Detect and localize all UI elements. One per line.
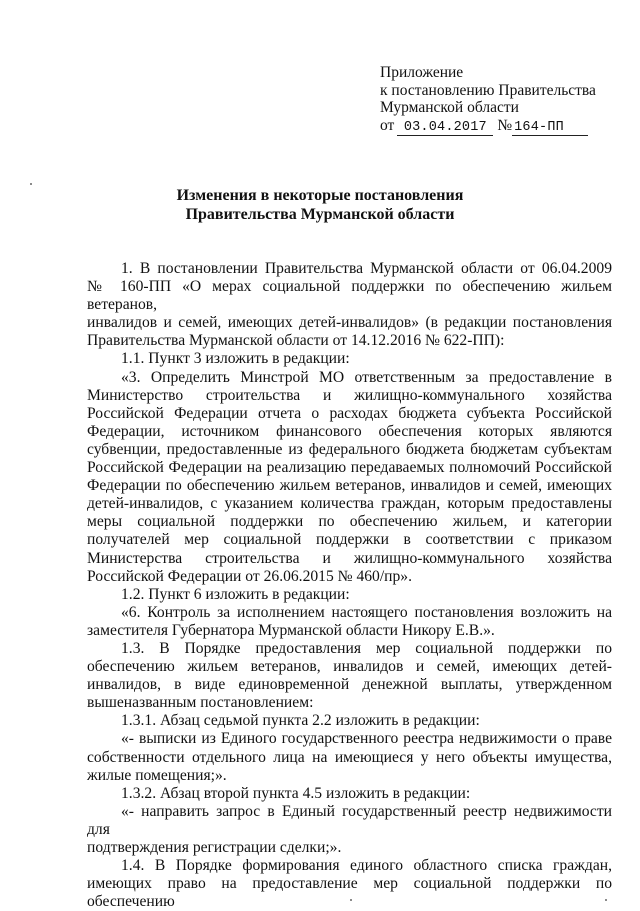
text-line: вышеназванным постановлением: — [87, 694, 314, 712]
text-line: № 160-ПП «О мерах социальной поддержки по обеспечению жильем ветеранов, — [87, 278, 612, 314]
paragraph-1-3-2-heading: 1.3.2. Абзац второй пункта 4.5 изложить в редакции: — [121, 784, 471, 802]
appendix-reference: к постановлению Правительства — [380, 81, 596, 99]
paragraph-1-2-text — [87, 604, 612, 640]
paragraph-1-3-2-text — [87, 803, 612, 857]
paragraph-1-2-heading: 1.2. Пункт 6 изложить в редакции: — [121, 585, 350, 603]
resolution-date: 03.04.2017 — [397, 121, 493, 136]
text-line: Федерации по обеспечению жильем ветеранов, инвалидов и семей, имеющих — [87, 477, 612, 495]
text-line: имеющих право на предоставление мер социальной поддержки по обеспечению — [87, 875, 612, 911]
paragraph-1-1-heading: 1.1. Пункт 3 изложить в редакции: — [121, 350, 350, 368]
title-line-2: Правительства Мурманской области — [185, 206, 455, 223]
document-body — [87, 260, 612, 911]
text-line: обеспечению жильем ветеранов, инвалидов и семей, имеющих детей- — [87, 658, 612, 676]
appendix-label: Приложение — [380, 64, 464, 81]
text-line: 1. В постановлении Правительства Мурманской области от 06.04.2009 — [121, 260, 612, 277]
text-line: Российской Федерации отчета о расходах бюджета субъекта Российской — [87, 404, 612, 422]
text-line: Министерство строительства и жилищно-коммунального хозяйства — [87, 386, 612, 404]
scan-speck — [350, 899, 352, 901]
text-line: «- выписки из Единого государственного реестра недвижимости о праве — [121, 730, 612, 748]
text-line: инвалидов, в виде единовременной денежной выплаты, утвержденном — [87, 676, 612, 694]
text-line: Российской Федерации от 26.06.2015 № 460/пр». — [87, 567, 413, 585]
text-line: инвалидов и семей, имеющих детей-инвалидов» (в редакции постановления — [87, 314, 612, 332]
appendix-region: Мурманской области — [380, 99, 519, 116]
paragraph-1 — [87, 260, 612, 350]
paragraph-1-3 — [87, 640, 612, 712]
paragraph-1-1-text — [87, 369, 612, 586]
text-line: Правительства Мурманской области от 14.12.2016 № 622-ПП): — [87, 332, 505, 350]
text-line: субвенции, предоставленные из федерального бюджета бюджетам субъектам — [87, 440, 612, 458]
document-title — [0, 186, 640, 224]
text-line: меры социальной поддержки по обеспечению жильем, и категории — [87, 513, 612, 531]
text-line: Федерации, источником финансового обеспечения которых являются — [87, 422, 612, 440]
text-line: жилые помещения;». — [87, 766, 227, 784]
text-line: Министерства строительства и жилищно-коммунального хозяйства — [87, 549, 612, 567]
appendix-header — [380, 64, 620, 136]
from-label: от — [380, 116, 395, 134]
text-line: заместителя Губернатора Мурманской области Никору Е.В.». — [87, 621, 495, 639]
paragraph-1-3-1-text — [87, 730, 612, 784]
text-line: Российской Федерации на реализацию передаваемых полномочий Российской — [87, 459, 612, 477]
text-line: получателей мер социальной поддержки в соответствии с приказом — [87, 531, 612, 549]
scan-speck — [30, 183, 32, 185]
text-line: подтверждения регистрации сделки;». — [87, 839, 342, 856]
resolution-number: 164-ПП — [512, 121, 588, 136]
text-line: «- направить запрос в Единый государственный реестр недвижимости для — [87, 802, 612, 838]
text-line: 1.3. В Порядке предоставления мер социальной поддержки по — [121, 639, 612, 657]
paragraph-1-3-1-heading: 1.3.1. Абзац седьмой пункта 2.2 изложить в редакции: — [121, 712, 480, 730]
text-line: «3. Определить Минстрой МО ответственным за предоставление в — [121, 368, 612, 386]
number-sign: № — [497, 116, 513, 134]
title-line-1: Изменения в некоторые постановления — [176, 187, 464, 204]
text-line: детей-инвалидов, с указанием количества граждан, которым предоставлены — [87, 495, 612, 513]
scan-speck — [605, 899, 607, 901]
text-line: «6. Контроль за исполнением настоящего постановления возложить на — [121, 603, 612, 621]
text-line: собственности отдельного лица на имеющиеся у него объекты имущества, — [87, 748, 612, 766]
text-line: 1.4. В Порядке формирования единого областного списка граждан, — [121, 857, 612, 875]
appendix-date-line — [380, 117, 620, 136]
paragraph-1-4 — [87, 857, 612, 911]
